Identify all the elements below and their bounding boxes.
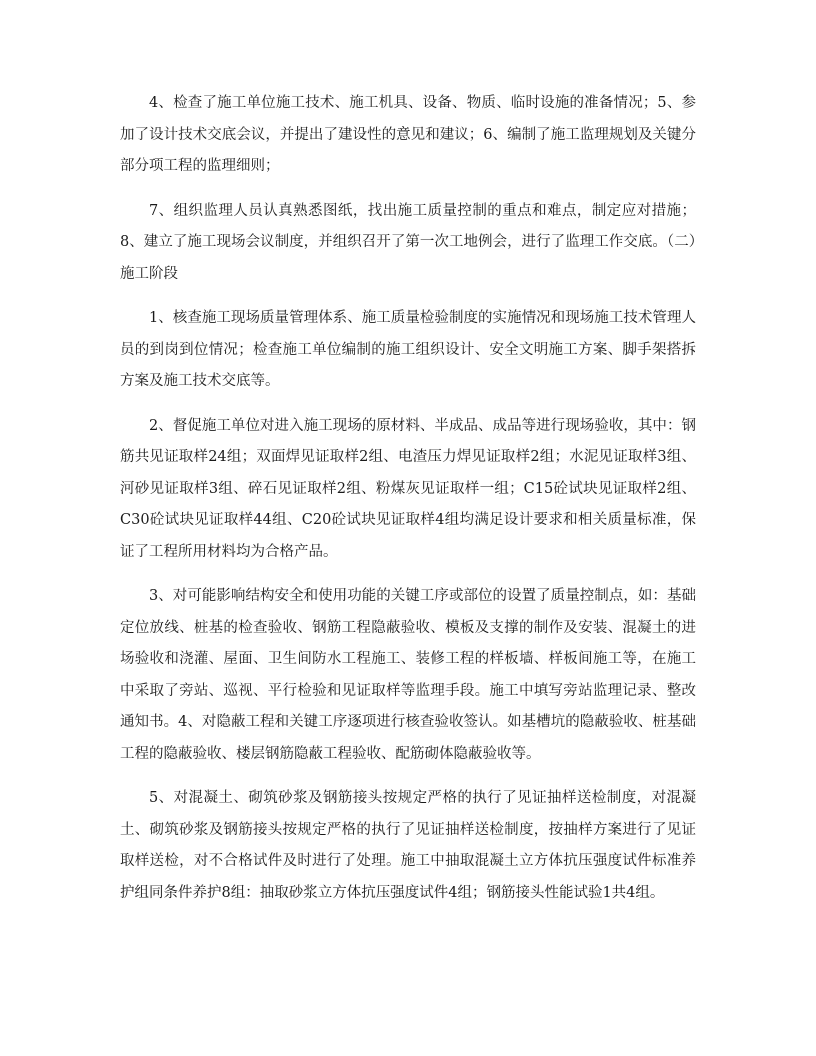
paragraph-preparation-7-8: 7、组织监理人员认真熟悉图纸，找出施工质量控制的重点和难点，制定应对措施；8、建立了施工现场会议制度，并组织召开了第一次工地例会，进行了监理工作交底。（二）施工阶段 [120,202,696,282]
paragraph-construction-3-4: 3、对可能影响结构安全和使用功能的关键工序或部位的设置了质量控制点，如：基础定位放线、桩基的检查验收、钢筋工程隐蔽验收、模板及支撑的制作及安装、混凝土的进场验收和浇灌、屋面、卫生间防水工程施工、装修工程的样板墙、样板间施工等，在施工中采取了旁站、巡视、平行检验和见证取样等监理手段。施工中填写旁站监理记录、整改通知书。4、对隐蔽工程和关键工序逐项进行核查验收签认。如基槽坑的隐蔽验收、桩基础工程的隐蔽验收、楼层钢筋隐蔽工程验收、配筋砌体隐蔽验收等。 [120,588,696,762]
paragraph-preparation-4-6: 4、检查了施工单位施工技术、施工机具、设备、物质、临时设施的准备情况；5、参加了设计技术交底会议，并提出了建设性的意见和建议；6、编制了施工监理规划及关键分部分项工程的监理细则； [120,95,696,174]
paragraph-construction-5: 5、对混凝土、砌筑砂浆及钢筋接头按规定严格的执行了见证抽样送检制度，对混凝土、砌筑砂浆及钢筋接头按规定严格的执行了见证抽样送检制度，按抽样方案进行了见证取样送检，对不合格试件及时进行了处理。施工中抽取混凝土立方体抗压强度试件标准养护组同条件养护8组：抽取砂浆立方体抗压强度试件4组；钢筋接头性能试验1共4组。 [120,790,696,901]
document-body [120,88,696,922]
paragraph-construction-1: 1、核查施工现场质量管理体系、施工质量检验制度的实施情况和现场施工技术管理人员的到岗到位情况；检查施工单位编制的施工组织设计、安全文明施工方案、脚手架搭拆方案及施工技术交底等。 [120,310,696,389]
paragraph-construction-2: 2、督促施工单位对进入施工现场的原材料、半成品、成品等进行现场验收，其中：钢筋共见证取样24组；双面焊见证取样2组、电渣压力焊见证取样2组；水泥见证取样3组、河砂见证取样3组、碎石见证取样2组、粉煤灰见证取样一组；C15砼试块见证取样2组、C30砼试块见证取样44组、C20砼试块见证取样4组均满足设计要求和相关质量标准，保证了工程所用材料均为合格产品。 [120,417,696,560]
